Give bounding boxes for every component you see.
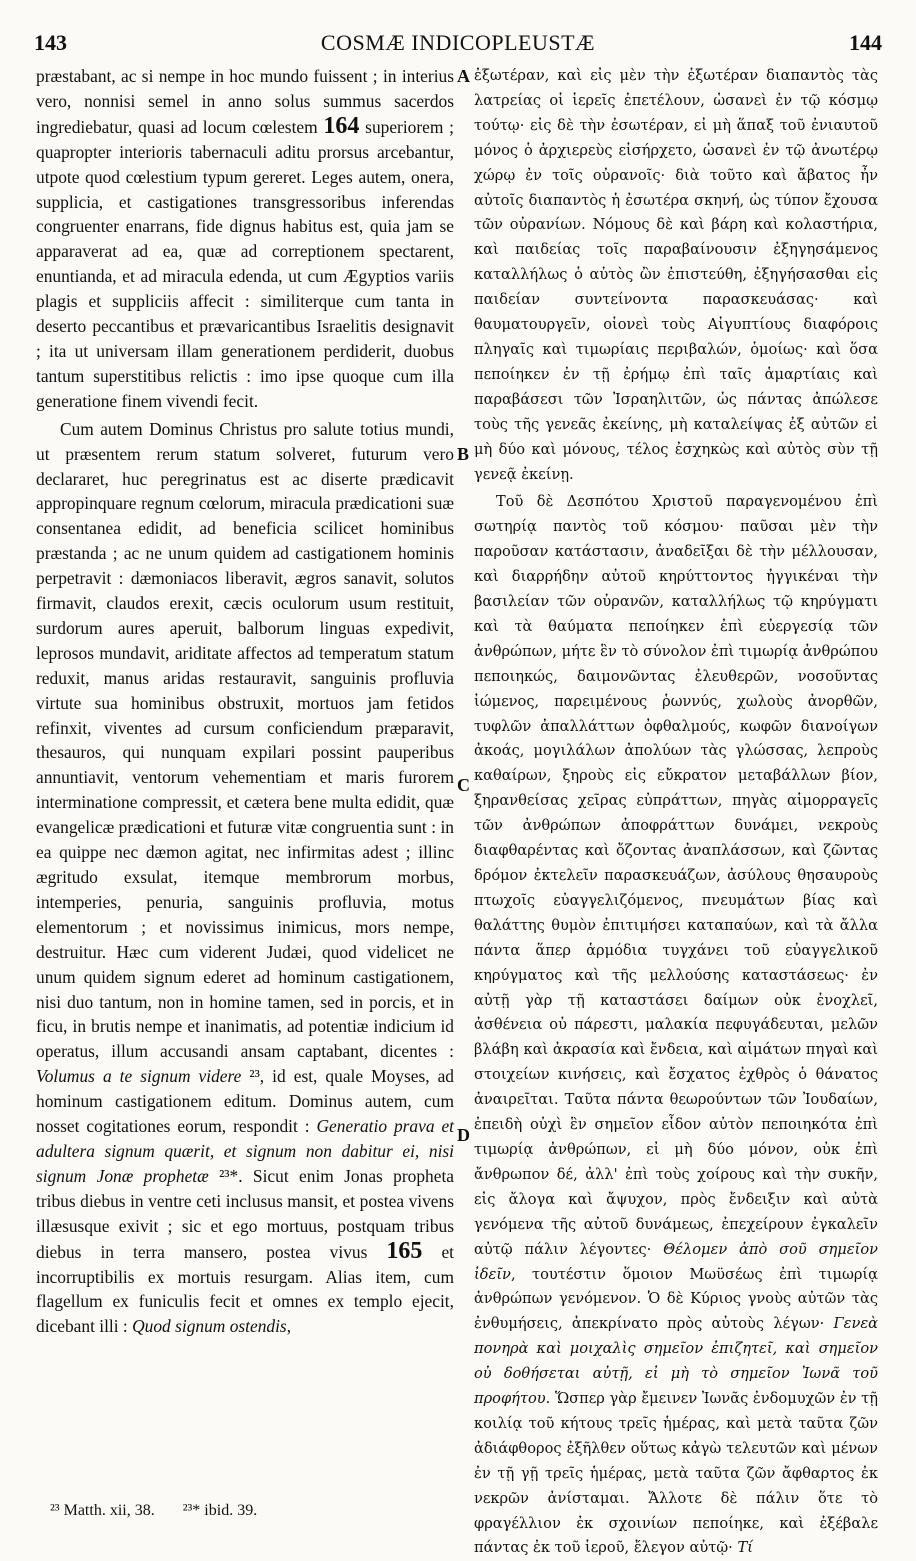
page-number-right: 144 [849, 30, 882, 55]
margin-marker-b: B [457, 444, 470, 464]
footnotes [50, 1502, 281, 1520]
margin-marker-c: C [457, 775, 470, 795]
latin-paragraph-1: præstabant, ac si nempe in hoc mundo fuissent ; in interius vero, nonnisi semel in anno solus summus sacerdos ingrediebatur, quasi ad locum cœlestem 164 superiorem ; quapropter interioris tabernaculi aditu prorsus arcebantur, utpote quod cœlestium typum gereret. Leges autem, onera, supplicia, et castigationes transgressoribus inferendas congruenter enarrans, fide dignus habitus est, quia jam se apparaverat ad ea, quæ ad correptionem spectarent, enuntianda, et ad miracula edenda, ut cum Ægyptios variis plagis et suppliciis affecit : similiterque cum tanta in deserto peccantibus et prævaricantibus Israelitis designavit ; ita ut universam illam generationem perdiderit, duobus tantum superstitibus relictis : imo ipse quoque cum illa generatione finem vivendi fecit. [36, 66, 454, 411]
footnote-23: ²³ Matth. xii, 38. [50, 1502, 155, 1519]
running-header [34, 30, 882, 62]
running-title: COSMÆ INDICOPLEUSTÆ [320, 30, 596, 55]
page-number-left: 143 [34, 30, 67, 55]
greek-column [474, 64, 878, 1561]
ref-number-164: 164 [323, 112, 360, 139]
latin-paragraph-2: Cum autem Dominus Christus pro salute totius mundi, ut præsentem rerum statum solveret, futurum vero declararet, huc peregrinatus est ac diserte prædicavit appropinquare regnum cœlorum, miracula prædicationi suæ consentanea edidit, ad beneficia scilicet hominibus præstanda ; ac ne unum quidem ad castigationem hominis perpetravit : dæmoniacos liberavit, ægros sanavit, solutos firmavit, claudos erexit, cæcis oculorum usum restituit, surdorum aures aperuit, balborum linguas expedivit, leprosos mundavit, ariditate affectos ad temperatum statum reduxit, manus aridas restauravit, sanguinis profluvia virtute sua hominibus obstruxit, mortuos jam fetidos refinxit, viventes ad cursum conficiendum præparavit, thesauros, qui nunquam expilari possint pauperibus annuntiavit, ventorum vehementiam et maris furorem interminatione compressit, et cætera bene multa edidit, quæ evangelicæ prædicationi et futuræ vitæ congruentia sunt : in ea quippe nec dæmon agitat, nec infirmitas adest ; illinc ægritudo exsulat, itemque membrorum morbus, intemperies, penuria, sanguinis profluvia, motus elementorum ; et novissimus inimicus, mors nempe, destruitur. Hæc cum viderent Judæi, quod videlicet ne unum quidem signum ederet ad hominum castigationem, nisi duo tantum, non in homine tamen, sed in porcis, et in ficu, in brutis nempe et inanimatis, ad potentiæ indicium id operatus, illum accusandi ansam captabant, dicentes : Volumus a te signum videre ²³, id est, quale Moyses, ad hominum castigationem editum. Dominus autem, cum nosset cogitationes eorum, respondit : Generatio prava et adultera signum quærit, et signum non dabitur ei, nisi signum Jonæ prophetæ ²³*. Sicut enim Jonas propheta tribus diebus in ventre ceti inclusus mansit, et postea vivens illæsusque exivit ; sic et ego mortuus, postquam tribus diebus in terra mansero, postea vivus 165 et incorruptibilis ex mortuis resurgam. Alias item, cum flagellum ex funiculis fecit et omnes ex templo ejecit, dicebant illi : Quod signum ostendis, [36, 418, 455, 1337]
greek-paragraph-1: ἐξωτέραν, καὶ εἰς μὲν τὴν ἐξωτέραν διαπαντὸς τὰς λατρείας οἱ ἱερεῖς ἐπετέλουν, ὡσανεὶ ἐν τῷ κόσμῳ τούτῳ· εἰς δὲ τὴν ἐσωτέραν, εἰ μὴ ἅπαξ τοῦ ἐνιαυτοῦ μόνος ὁ ἀρχιερεὺς εἰσήρχετο, ὡσανεὶ ἐν τῷ ἀνωτέρῳ χώρῳ ἐν τοῖς οὐρανοῖς· διὰ τοῦτο καὶ ἄβατος ἦν αὐτοῖς διαπαντὸς ἡ ἐσωτέρα σκηνή, ὡς τύπον ἔχουσα τῶν οὐρανίων. Νόμους δὲ καὶ βάρη καὶ κολαστήρια, καὶ παιδείας τοῖς παραβαίνουσιν ἐξηγησάμενος καταλλήλως ὁ αὐτὸς ὢν ἐπιστεύθη, ἐξηγήσασθαι εἰς παιδείαν συντείνοντα παρασκευάσας· καὶ θαυματουργεῖν, οἱονεὶ τοὺς Αἰγυπτίους διαφόροις πληγαῖς καὶ τιμωρίαις περιβαλών, ὁμοίως· καὶ ὅσα πεποίηκεν ἐν τῇ ἐρήμῳ ἐπὶ ταῖς ἁμαρτίαις καὶ παραβάσεσι τῶν Ἰσραηλιτῶν, ὡς πάντας ἀπώλεσε τοὺς τῆς γενεᾶς ἐκείνης, μὴ καταλείψας ἐξ αὐτῶν εἰ μὴ δύο καὶ μόνους, τέλος ἐσχηκὼς καὶ αὐτὸς σὺν τῇ γενεᾷ ἐκείνῃ. [474, 67, 878, 483]
ref-number-165: 165 [386, 1237, 423, 1264]
greek-paragraph-2: Τοῦ δὲ Δεσπότου Χριστοῦ παραγενομένου ἐπὶ σωτηρίᾳ παντὸς τοῦ κόσμου· παῦσαι μὲν τὴν παροῦσαν κατάστασιν, ἀναδεῖξαι δὲ τὴν μέλλουσαν, καὶ διαρρήδην αὐτοῦ κηρύττοντος ἠγγικέναι τὴν βασιλείαν τῶν οὐρανῶν, καταλλήλως τῷ κηρύγματι καὶ τὰ θαύματα πεποίηκεν ἐπὶ εὐεργεσίᾳ τῶν ἀνθρώπων, μήτε ἓν τὸ σύνολον ἐπὶ τιμωρίᾳ ἀνθρώπου πεποιηκώς, δαιμονῶντας ἐλευθερῶν, νοσοῦντας ἰώμενος, παρειμένους ῥωννύς, χωλοὺς ἀνορθῶν, τυφλῶν ἀπαλλάττων ὀφθαλμούς, κωφῶν διανοίγων ἀκοάς, μογιλάλων ἀπολύων τὰς γλώσσας, λεπροὺς καθαίρων, ξηροὺς εἰς εὔκρατον μεταβάλλων βίον, ξηρανθείσας χεῖρας εὐπράττων, πηγὰς αἱμορραγεῖς τῶν ἀνθρώπων ἀποφράττων δυνάμει, νεκροὺς διαφθαρέντας καὶ ὄζοντας ἀναπλάσσων, καὶ ζῶντας δρόμον ἐκτελεῖν παρασκευάζων, ἀσύλους θησαυροὺς πτωχοῖς εὐαγγελιζόμενος, πνευμάτων βίας καὶ θαλάττης θυμὸν ἐπιτιμήσει καταπαύων, καὶ τὰ ἄλλα πάντα ἅπερ ἁρμόδια τυγχάνει τοῦ εὐαγγελικοῦ κηρύγματος καὶ τῆς μελλούσης καταστάσεως· ἐν αὐτῇ γὰρ τῇ καταστάσει δαίμων οὐκ ἐνοχλεῖ, ἀσθένεια οὐ πάρεστι, μαλακία πεφυγάδευται, μελῶν βλάβη καὶ ἀκρασία καὶ ἔνδεια, καὶ αἱμάτων πηγαὶ καὶ στοιχείων κινήσεις, καὶ ἔσχατος ἐχθρὸς ὁ θάνατος ἀναιρεῖται. Ταῦτα πάντα θεωρούντων τῶν Ἰουδαίων, ἐπειδὴ οὐχὶ ἓν σημεῖον εἶδον αὐτὸν πεποιηκότα ἐπὶ τιμωρίᾳ ἀνθρώπων, εἰ μὴ δύο μόνον, οὐκ ἐπὶ ἄνθρωπον δέ, ἀλλ' ἐπὶ τοὺς χοίρους καὶ τὴν συκῆν, εἰς ἄλογα καὶ ἄψυχον, πρὸς ἔνδειξιν καὶ αὐτὰ γενόμενα τῆς αὐτοῦ δυνάμεως, ἐπεχείρουν ἐγκαλεῖν αὐτῷ πάλιν λέγοντες· Θέλομεν ἀπὸ σοῦ σημεῖον ἰδεῖν, τουτέστιν ὅμοιον Μωϋσέως ἐπὶ τιμωρίᾳ ἀνθρώπων γενόμενον. Ὁ δὲ Κύριος γνοὺς αὐτῶν τὰς ἐνθυμήσεις, ἀπεκρίνατο πρὸς αὐτοὺς λέγων· Γενεὰ πονηρὰ καὶ μοιχαλὶς σημεῖον ἐπιζητεῖ, καὶ σημεῖον οὐ δοθήσεται αὐτῇ, εἰ μὴ τὸ σημεῖον Ἰωνᾶ τοῦ προφήτου. Ὥσπερ γὰρ ἔμεινεν Ἰωνᾶς ἐνδομυχῶν ἐν τῇ κοιλίᾳ τοῦ κήτους τρεῖς ἡμέρας, καὶ μετὰ ταῦτα ζῶν ἀδιάφθορος ἐξῆλθεν οὕτως κἀγὼ τελευτῶν καὶ μένων ἐν τῇ γῇ τρεῖς ἡμέρας, μετὰ ταῦτα ζῶν ἄφθαρτος ἐκ νεκρῶν ἀνίσταμαι. Ἄλλοτε δὲ πάλιν ὅτε τὸ φραγέλλιον ἐκ σχοινίων πεποίηκε, καὶ ἐξέβαλε πάντας ἐκ τοῦ ἱεροῦ, ἔλεγον αὐτῷ· Τί [474, 493, 879, 1557]
margin-marker-d: D [457, 1125, 470, 1145]
footnote-23-star: ²³* ibid. 39. [182, 1502, 258, 1519]
margin-marker-a: A [457, 66, 470, 86]
latin-column [36, 64, 454, 1339]
